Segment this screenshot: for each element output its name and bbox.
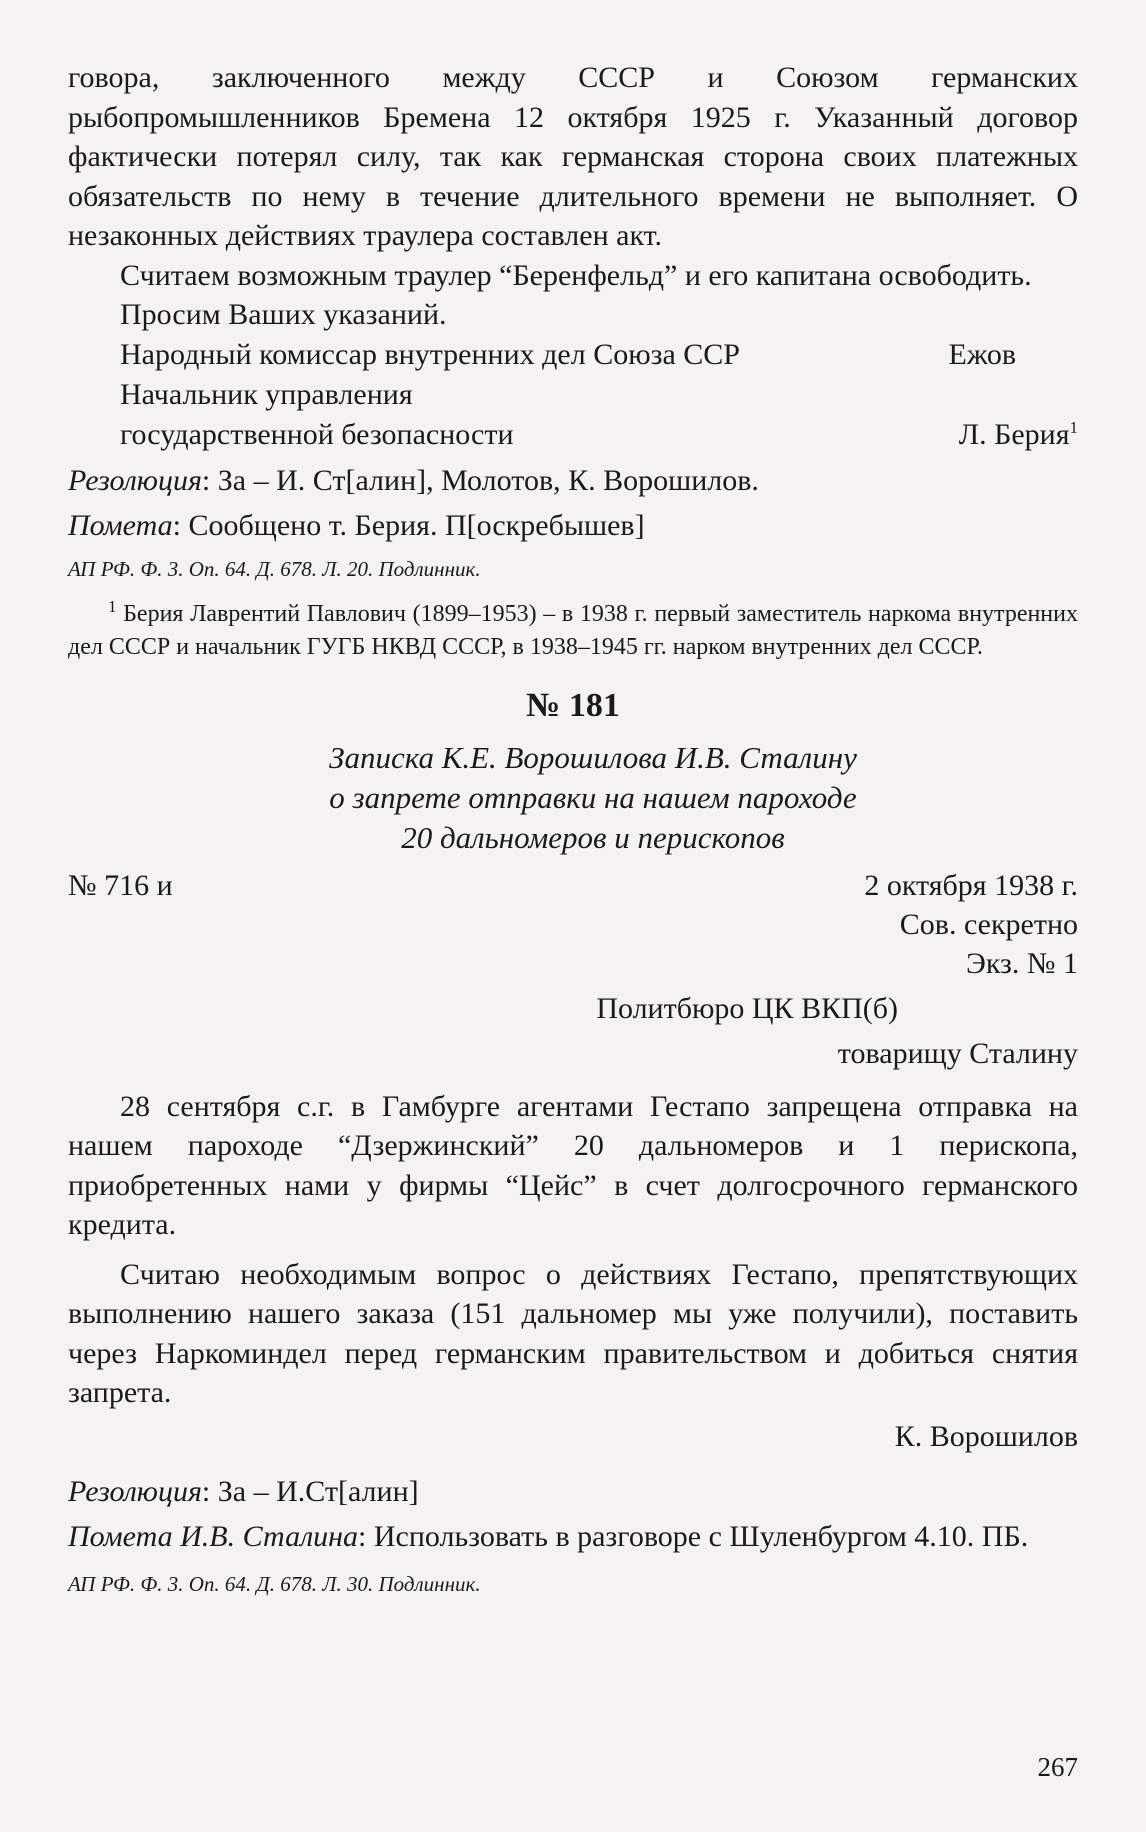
resolution-2-text: : За – И.Ст[алин]: [201, 1474, 419, 1508]
archive-ref-1: АП РФ. Ф. 3. Оп. 64. Д. 678. Л. 20. Подлинник.: [68, 556, 481, 581]
note-1: [68, 506, 1078, 546]
signature-voroshilov: К. Ворошилов: [894, 1419, 1078, 1453]
note-1-label: Помета: [68, 509, 173, 542]
body-paragraph-2: Считаю необходимым вопрос о действиях Гестапо, препятствующих выполнению нашего заказа (151 дальномер мы уже получили), поставить через Наркоминдел перед германским правительством и добиться снятия запрета.: [68, 1257, 1078, 1409]
addressee-line1: Политбюро ЦК ВКП(б): [596, 991, 898, 1025]
document-number: № 181: [526, 686, 620, 724]
sig1-name: Ежов: [948, 337, 1016, 371]
copy-number: Экз. № 1: [966, 946, 1078, 980]
sig2-title-line1: Начальник управления: [120, 377, 413, 411]
footnote: [68, 598, 1078, 664]
sig2-name: Л. Берия: [958, 417, 1070, 451]
note-2-text: : Использовать в разговоре с Шуленбургом 4.10. ПБ.: [358, 1520, 1029, 1553]
sig2-title-line2: государственной безопасности: [120, 417, 514, 451]
resolution-2: [68, 1472, 1078, 1512]
secrecy-stamp: Сов. секретно: [899, 907, 1078, 941]
signature-beria: [68, 415, 1078, 455]
signature-ezhov: [68, 335, 1078, 375]
reg-date-row: [68, 866, 1078, 905]
resolution-1-text: : За – И. Ст[алин], Молотов, К. Ворошилов.: [201, 463, 759, 497]
paragraph-request: Просим Ваших указаний.: [120, 298, 447, 331]
resolution-1: [68, 461, 1078, 501]
document-title: [68, 738, 1078, 858]
document-page: [68, 58, 1078, 1599]
archive-ref-2: АП РФ. Ф. 3. Оп. 64. Д. 678. Л. 30. Подлинник.: [68, 1571, 481, 1596]
doc-title-line2: о запрете отправки на нашем пароходе: [329, 779, 857, 815]
resolution-2-label: Резолюция: [68, 1474, 202, 1508]
note-2-label: Помета И.В. Сталина: [68, 1520, 359, 1553]
registration-number: № 716 и: [68, 868, 173, 902]
paragraph-free-trawler: Считаем возможным траулер “Беренфельд” и его капитана освободить.: [120, 258, 1032, 292]
doc-title-line1: Записка К.Е. Ворошилова И.В. Сталину: [329, 739, 857, 775]
note-2: [68, 1517, 1078, 1557]
footnote-text: Берия Лаврентий Павлович (1899–1953) – в 1938 г. первый заместитель наркома внутренних дел СССР и начальник ГУГБ НКВД СССР, в 1938–1945 гг. нарком внутренних дел СССР.: [68, 600, 1078, 660]
doc-title-line3: 20 дальномеров и перископов: [401, 819, 785, 855]
addressee-line2: товарищу Сталину: [837, 1036, 1078, 1070]
document-date: 2 октября 1938 г.: [864, 868, 1078, 902]
top-paragraph: говора, заключенного между СССР и Союзом германских рыбопромышленников Бремена 12 октября 1925 г. Указанный договор фактически потерял силу, так как германская сторона своих платежных обязательств по нему в течение длительного времени не выполняет. О незаконных действиях траулера составлен акт.: [68, 61, 1078, 252]
resolution-1-label: Резолюция: [68, 463, 202, 497]
body-paragraph-1: 28 сентября с.г. в Гамбурге агентами Гестапо запрещена отправка на нашем пароходе “Дзержинский” 20 дальномеров и 1 перископа, приобретенных нами у фирмы “Цейс” в счет долгосрочного германского кредита.: [68, 1089, 1078, 1241]
note-1-text: : Сообщено т. Берия. П[оскребышев]: [172, 509, 645, 542]
sig2-footnote-mark: 1: [1069, 417, 1078, 437]
sig1-title: Народный комиссар внутренних дел Союза ССР: [120, 337, 740, 371]
footnote-mark: 1: [108, 596, 117, 616]
page-number: 267: [1037, 1752, 1078, 1782]
sig2-name-wrap: [959, 415, 1078, 455]
